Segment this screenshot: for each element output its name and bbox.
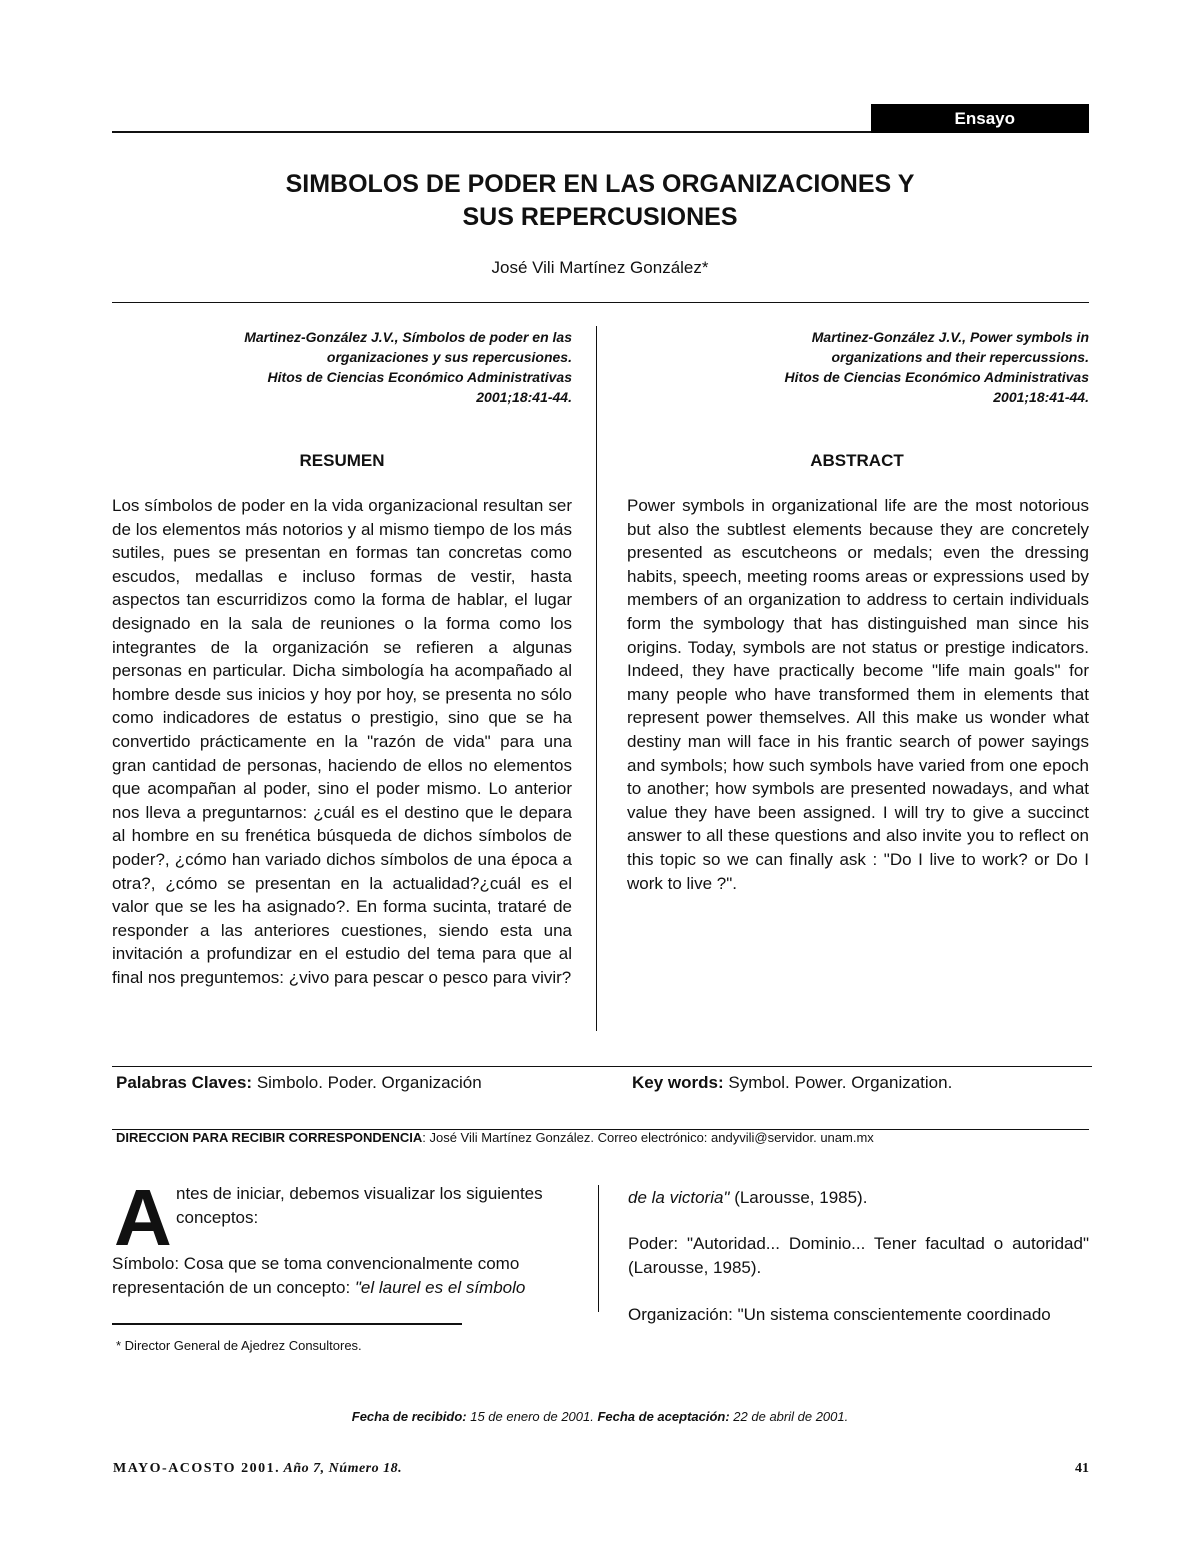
- resumen-text: Los símbolos de poder en la vida organizacional resultan ser de los elementos más notorios y al mismo tiempo de los más sutiles, pues se presentan en formas tan concretas como escudos, medallas e incluso formas de vestir, hasta aspectos tan escurridizos como la forma de hablar, el lugar designado en la sala de reuniones o la forma como los integrantes de la organización se refieren a algunas personas en particular. Dicha simbología ha acompañado al hombre desde sus inicios y hoy por hoy, se presenta no sólo como indicadores de estatus o prestigio, sino que se ha convertido prácticamente en la "razón de vida" para una gran cantidad de personas, haciendo de ellos no elementos que acompañan al poder, sino el poder mismo. Lo anterior nos lleva a preguntarnos: ¿cuál es el destino que le depara al hombre en su frenética búsqueda de dichos símbolos de poder?, ¿cómo han variado dichos símbolos de una época a otra?, ¿cómo se presentan en la actualidad?¿cuál es el valor que se les ha asignado?. En forma sucinta, trataré de responder a las anteriores cuestiones, siendo esta una invitación a profundizar en el estudio del tema para que al final nos preguntemos: ¿vivo para pescar o pesco para vivir?: [112, 496, 572, 987]
- issue-caps: MAYO-ACOSTO 2001.: [113, 1461, 281, 1476]
- correspondence-rule: [112, 1129, 1089, 1130]
- author: José Vili Martínez González*: [491, 258, 709, 277]
- title-rule: [112, 302, 1089, 303]
- abstract-text: Power symbols in organizational life are the most notorious but also the subtlest elements because they are concretely presented as escutcheons or medals; even the dressing habits, speech, meeting rooms areas or expressions used by members of an organization to address to certain individuals form the symbology that has distinguished man since his origins. Today, symbols are not status or prestige indicators. Indeed, they have practically become "life main goals" for many people who have transformed them in elements that represent power themselves. All this make us wonder what destiny man will face in his frantic search of power sayings and symbols; how such symbols have varied from one epoch to another; how symbols are presented nowadays, and what value they have been assigned. I will try to give a succinct answer to all these questions and also invite you to reflect on this topic so we can finally ask : "Do I live to work? or Do I work to live ?".: [627, 496, 1089, 893]
- citation-es-line-2: organizaciones y sus repercusiones.: [326, 349, 572, 365]
- citation-es-line-3: Hitos de Ciencias Económico Administrativas: [267, 369, 572, 385]
- keywords-spanish: [116, 1073, 482, 1093]
- received-label: Fecha de recibido:: [351, 1409, 467, 1424]
- issue-info: [113, 1461, 402, 1477]
- citation-en-line-3: Hitos de Ciencias Económico Administrativas: [784, 369, 1089, 385]
- correspondence-label: DIRECCION PARA RECIBIR CORRESPONDENCIA: [116, 1130, 423, 1145]
- issue-rest: Año 7, Número 18.: [280, 1461, 403, 1476]
- quote-reference: (Larousse, 1985).: [729, 1188, 868, 1207]
- page-number: 41: [1075, 1461, 1089, 1476]
- title-line-1: SIMBOLOS DE PODER EN LAS ORGANIZACIONES Y: [285, 170, 915, 198]
- footnote-rule: [112, 1323, 462, 1325]
- resumen-heading: RESUMEN: [299, 451, 385, 470]
- title-line-2: SUS REPERCUSIONES: [462, 203, 738, 231]
- correspondence: [116, 1130, 1096, 1145]
- citation-spanish: [112, 327, 572, 407]
- accepted-label: Fecha de aceptación:: [597, 1409, 730, 1424]
- citation-english: [625, 327, 1089, 407]
- drop-cap: A: [114, 1173, 172, 1262]
- citation-en-line-2: organizations and their repercussions.: [831, 349, 1089, 365]
- body-column-divider: [598, 1185, 599, 1312]
- quote-continuation: de la victoria": [628, 1188, 730, 1207]
- abstract-heading: ABSTRACT: [810, 451, 904, 470]
- column-divider: [596, 326, 597, 1031]
- article-title: [150, 168, 1050, 234]
- correspondence-value: : José Vili Martínez González. Correo electrónico: andyvili@servidor. unam.mx: [422, 1130, 874, 1145]
- keywords-es-value: Simbolo. Poder. Organización: [252, 1073, 482, 1092]
- citation-es-line-1: Martinez-González J.V., Símbolos de poder en las: [244, 329, 572, 345]
- simbolo-quote-continued: [628, 1186, 1089, 1210]
- keywords-es-label: Palabras Claves:: [116, 1073, 253, 1092]
- simbolo-text: Símbolo: Cosa que se toma convencionalmente como representación de un concepto:: [112, 1254, 520, 1297]
- footnote: * Director General de Ajedrez Consultores.: [116, 1338, 362, 1353]
- accepted-value: 22 de abril de 2001.: [729, 1409, 849, 1424]
- citation-es-line-4: 2001;18:41-44.: [476, 389, 572, 405]
- intro-text: ntes de iniciar, debemos visualizar los siguientes conceptos:: [176, 1184, 543, 1227]
- keywords-en-value: Symbol. Power. Organization.: [723, 1073, 953, 1092]
- keywords-english: [632, 1073, 952, 1093]
- poder-definition: Poder: "Autoridad... Dominio... Tener facultad o autoridad" (Larousse, 1985).: [628, 1234, 1089, 1277]
- citation-en-line-4: 2001;18:41-44.: [993, 389, 1089, 405]
- organizacion-definition: Organización: "Un sistema conscientemente coordinado: [628, 1305, 1051, 1324]
- received-value: 15 de enero de 2001.: [466, 1409, 598, 1424]
- simbolo-quote: "el laurel es el símbolo: [354, 1277, 526, 1297]
- section-label: Ensayo: [871, 104, 1089, 133]
- keywords-rule: [112, 1066, 1092, 1067]
- submission-dates: [150, 1409, 1050, 1424]
- citation-en-line-1: Martinez-González J.V., Power symbols in: [811, 329, 1089, 345]
- simbolo-definition: [112, 1252, 572, 1299]
- keywords-en-label: Key words:: [632, 1073, 724, 1092]
